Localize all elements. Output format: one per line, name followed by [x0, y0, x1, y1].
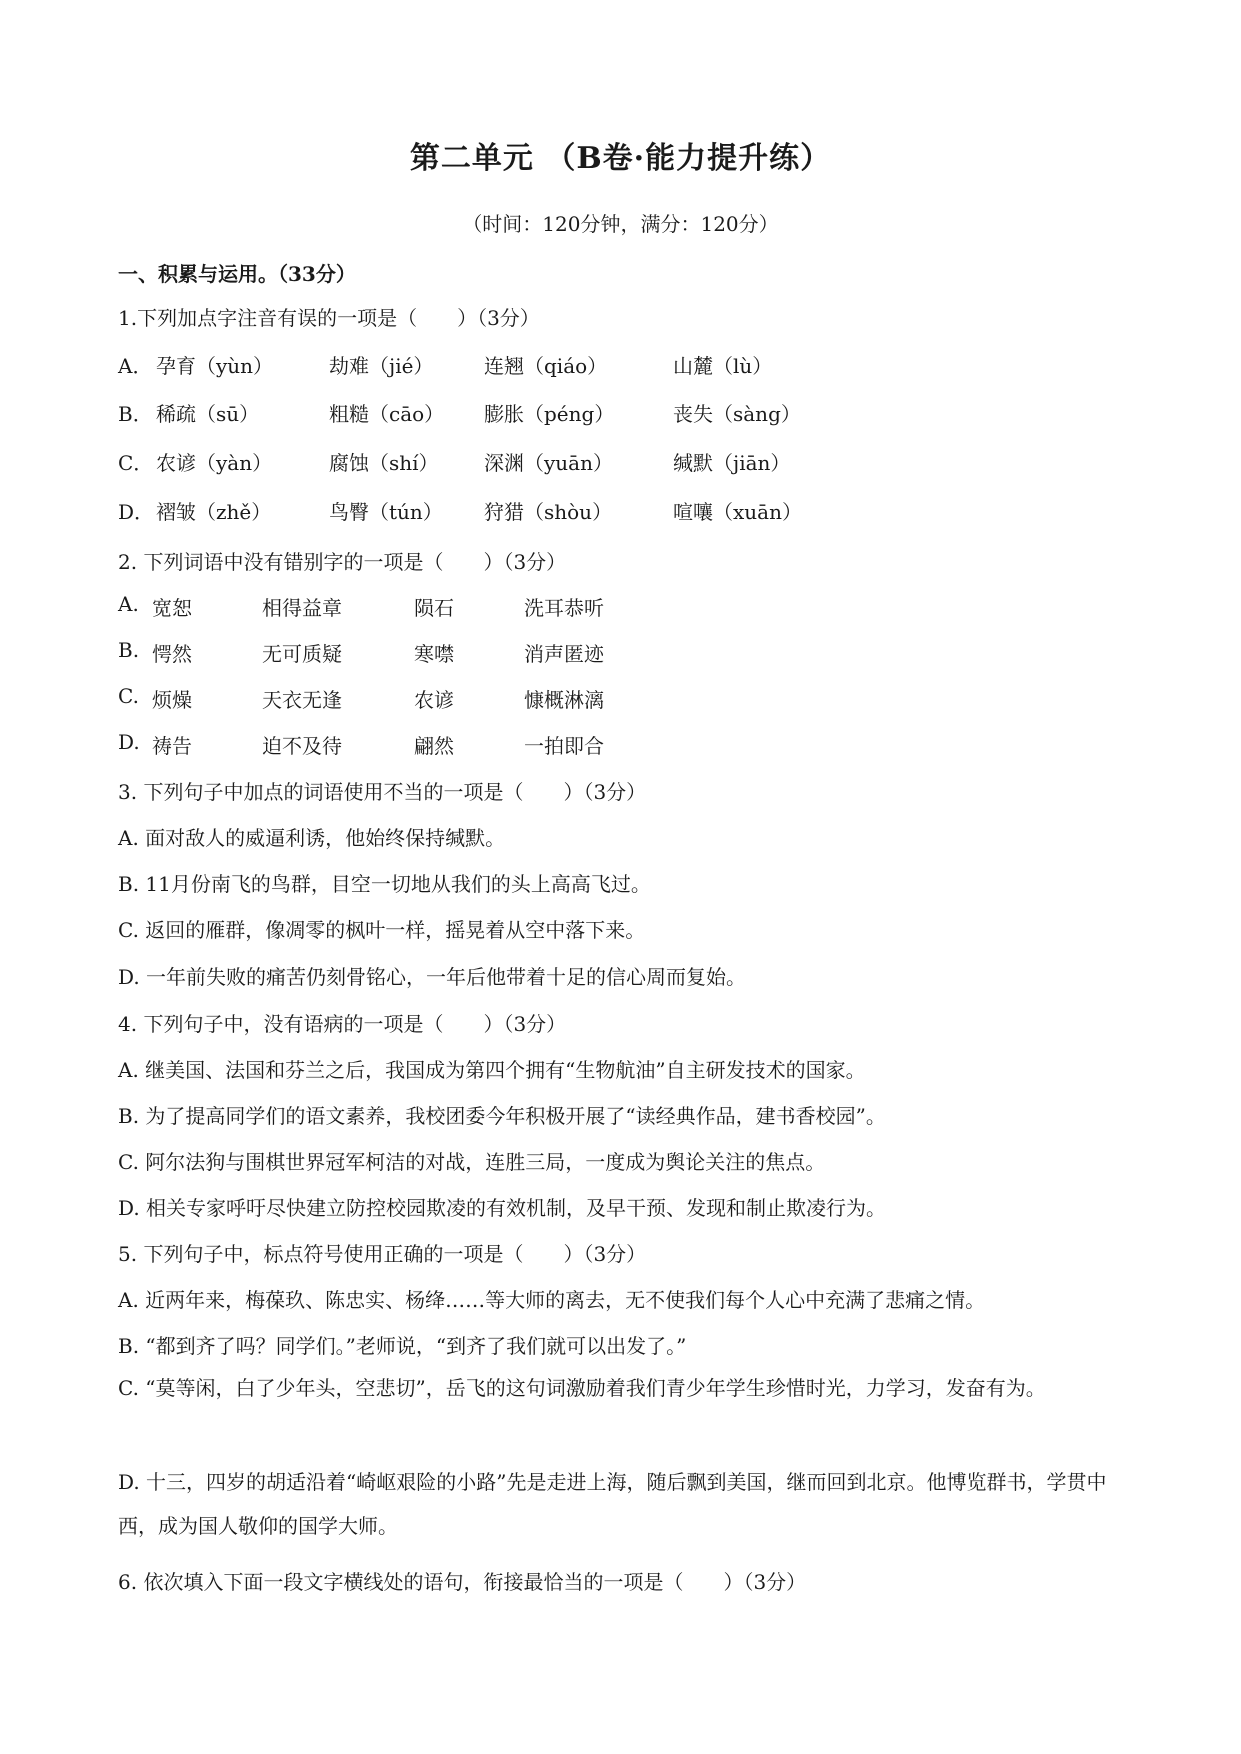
question-1-option-a: [118, 350, 873, 379]
option-item: 狩猎（shòu）: [484, 500, 613, 524]
question-5-option-a: A. 近两年来，梅葆玖、陈忠实、杨绛……等大师的离去，无不使我们每个人心中充满了悲痛之情。: [118, 1288, 986, 1312]
question-6-stem: 6. 依次填入下面一段文字横线处的语句，衔接最恰当的一项是（ ）（3分）: [118, 1570, 807, 1594]
question-4-stem: 4. 下列句子中，没有语病的一项是（ ）（3分）: [118, 1012, 567, 1036]
question-5-option-d: D. 十三，四岁的胡适沿着“崎岖艰险的小路”先是走进上海，随后飘到美国，继而回到北京。他博览群书，学贯中西，成为国人敬仰的国学大师。: [118, 1470, 1107, 1538]
question-2-option-c: [118, 684, 604, 713]
option-item: 连翘（qiáo）: [484, 354, 608, 378]
option-label: D.: [118, 730, 140, 754]
question-3-stem: 3. 下列句子中加点的词语使用不当的一项是（ ）（3分）: [118, 780, 647, 804]
option-item: 稀疏（sū）: [156, 402, 260, 426]
question-3-option-c: C. 返回的雁群，像凋零的枫叶一样，摇晃着从空中落下来。: [118, 918, 646, 942]
option-item: 劫难（jié）: [329, 354, 434, 378]
option-item: 祷告: [152, 734, 192, 758]
option-label: C.: [118, 684, 139, 708]
question-1-stem: 1.下列加点字注音有误的一项是（ ）（3分）: [118, 306, 540, 330]
option-item: 洗耳恭听: [524, 596, 604, 620]
option-item: 腐蚀（shí）: [329, 451, 439, 475]
question-1-option-d: [118, 496, 873, 525]
option-item: 褶皱（zhě）: [156, 500, 272, 524]
question-5-stem: 5. 下列句子中，标点符号使用正确的一项是（ ）（3分）: [118, 1242, 647, 1266]
option-item: 天衣无逢: [262, 688, 342, 712]
question-3-option-a: A. 面对敌人的威逼利诱，他始终保持缄默。: [118, 826, 506, 850]
option-item: 喧嚷（xuān）: [673, 500, 802, 524]
page-subtitle: （时间：120分钟，满分：120分）: [462, 212, 779, 236]
option-item: 粗糙（cāo）: [329, 402, 445, 426]
question-4-option-a: A. 继美国、法国和芬兰之后，我国成为第四个拥有“生物航油”自主研发技术的国家。: [118, 1058, 866, 1082]
option-label: B.: [118, 638, 140, 662]
question-1-option-b: [118, 398, 873, 427]
question-3-option-b: B. 11月份南飞的鸟群，目空一切地从我们的头上高高飞过。: [118, 872, 651, 896]
option-item: 膨胀（péng）: [484, 402, 615, 426]
option-item: 农谚: [414, 688, 454, 712]
question-5-option-c: C. “莫等闲，白了少年头，空悲切”，岳飞的这句词激励着我们青少年学生珍惜时光，力学习，发奋有为。: [118, 1376, 1046, 1400]
option-item: 孕育（yùn）: [156, 354, 274, 378]
option-item: 迫不及待: [262, 734, 342, 758]
option-item: 宽恕: [152, 596, 192, 620]
option-item: 相得益章: [262, 596, 342, 620]
question-2-stem: 2. 下列词语中没有错别字的一项是（ ）（3分）: [118, 550, 567, 574]
option-item: 深渊（yuān）: [484, 451, 613, 475]
question-5-option-b: B. “都到齐了吗？同学们。”老师说，“到齐了我们就可以出发了。”: [118, 1334, 687, 1358]
option-item: 无可质疑: [262, 642, 342, 666]
option-item: 翩然: [414, 734, 454, 758]
option-item: 缄默（jiān）: [673, 451, 791, 475]
question-1-option-c: [118, 447, 873, 476]
option-label: C．: [118, 451, 154, 475]
option-item: 消声匿迹: [524, 642, 604, 666]
option-item: 农谚（yàn）: [156, 451, 273, 475]
page-title: 第二单元 （B卷·能力提升练）: [409, 141, 832, 176]
option-item: 一拍即合: [524, 734, 604, 758]
question-2-option-a: [118, 592, 604, 621]
option-item: 烦燥: [152, 688, 192, 712]
option-item: 鸟臀（tún）: [329, 500, 443, 524]
option-label: A.: [118, 592, 139, 616]
question-4-option-c: C. 阿尔法狗与围棋世界冠军柯洁的对战，连胜三局，一度成为舆论关注的焦点。: [118, 1150, 826, 1174]
option-item: 慷概淋漓: [524, 688, 604, 712]
question-4-option-d: D. 相关专家呼吁尽快建立防控校园欺凌的有效机制，及早干预、发现和制止欺凌行为。: [118, 1196, 887, 1220]
option-item: 陨石: [414, 596, 454, 620]
option-label: B．: [118, 402, 153, 426]
question-2-option-d: [118, 730, 604, 759]
option-item: 丧失（sàng）: [673, 402, 801, 426]
option-item: 寒噤: [414, 642, 454, 666]
option-item: 愕然: [152, 642, 192, 666]
option-label: D．: [118, 500, 155, 524]
question-2-option-b: [118, 638, 604, 667]
option-item: 山麓（lù）: [673, 354, 773, 378]
option-label: A．: [118, 354, 153, 378]
question-3-option-d: D. 一年前失败的痛苦仍刻骨铭心，一年后他带着十足的信心周而复始。: [118, 965, 747, 989]
question-4-option-b: B. 为了提高同学们的语文素养，我校团委今年积极开展了“读经典作品，建书香校园”。: [118, 1104, 886, 1128]
section-heading: 一、积累与运用。（33分）: [118, 262, 356, 286]
